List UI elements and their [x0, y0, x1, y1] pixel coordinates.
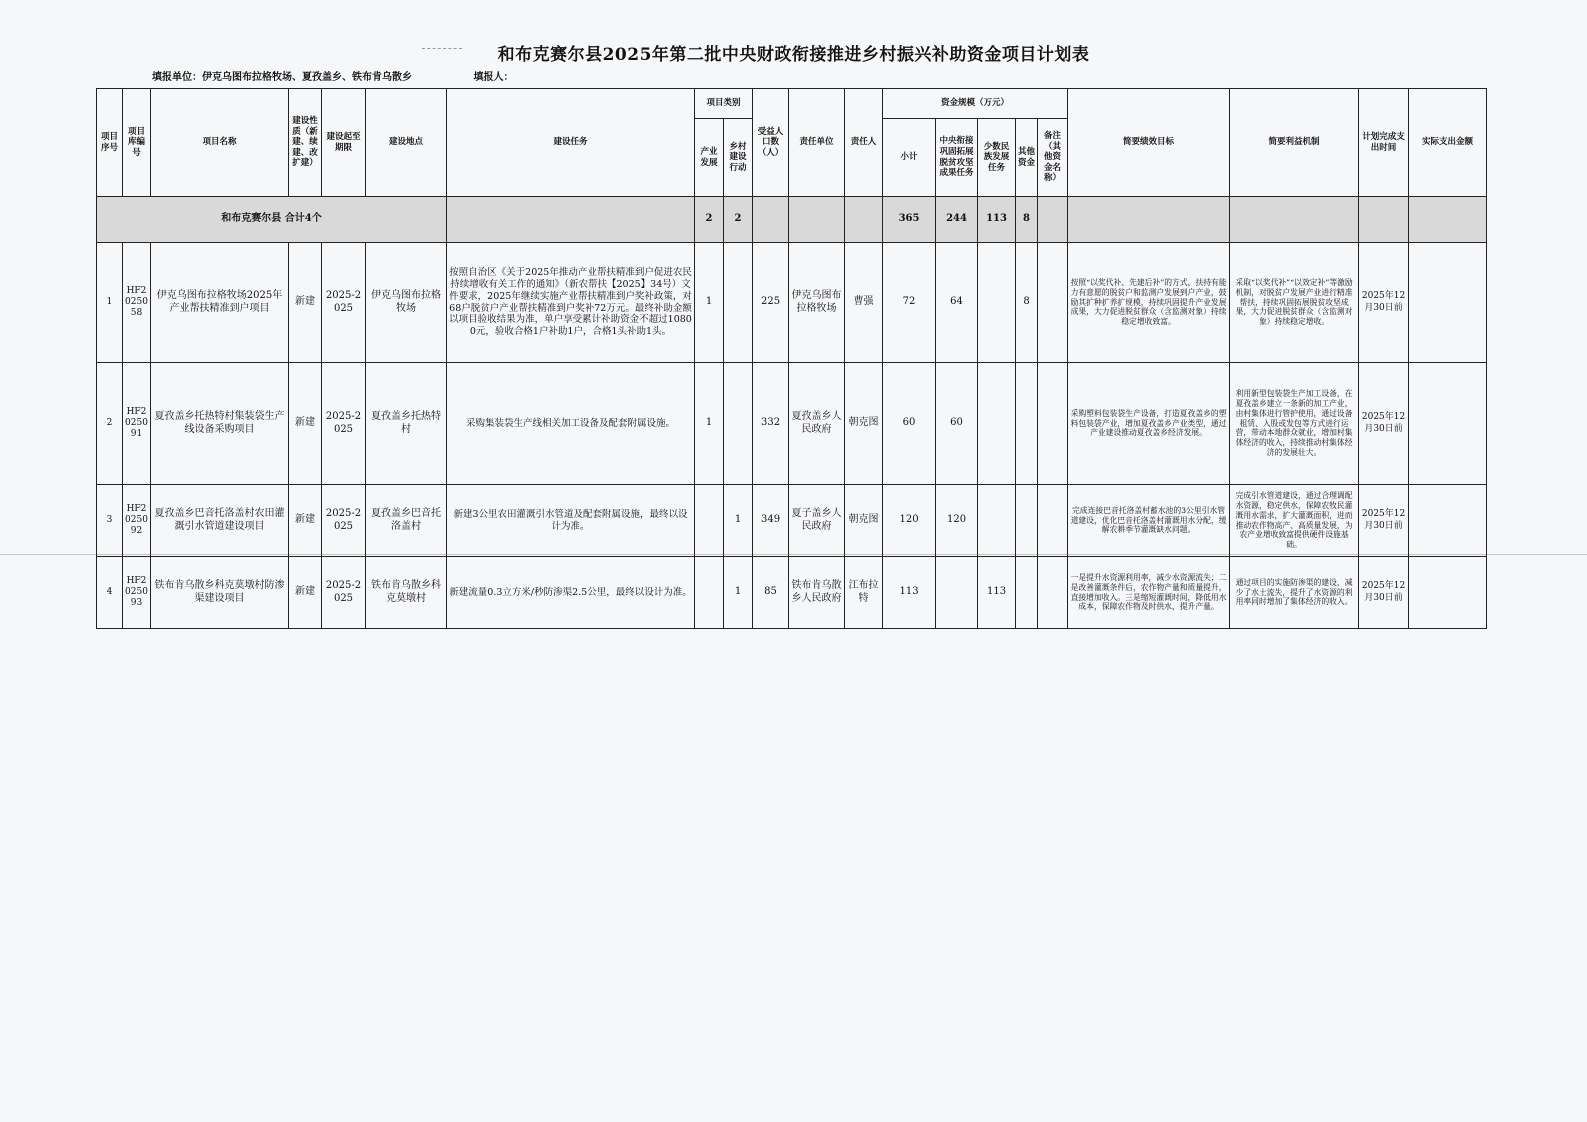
cell-actual [1409, 485, 1487, 557]
cell-benefit: 完成引水管道建设，通过合理调配水资源，稳定供水，保障农牧民灌溉用水需求，扩大灌溉面积，进而推动农作物高产、高质量发展，为农产业增收致富提供硬件设施基础。 [1230, 485, 1359, 557]
cell-benefit: 采取“以奖代补”“以效定补”等激励机制，对脱贫户发展产业进行精准帮扶，持续巩固拓展脱贫攻坚成果，大力促进脱贫群众（含监测对象）持续稳定增收。 [1230, 243, 1359, 363]
cell-central: 60 [936, 363, 978, 485]
cell-person: 曹强 [845, 243, 883, 363]
header-cat-village: 乡村建设行动 [724, 119, 753, 197]
summary-remark [1038, 197, 1068, 243]
cell-subtotal: 113 [883, 557, 936, 629]
summary-other: 8 [1016, 197, 1038, 243]
table-row [97, 363, 1487, 485]
header-plan-time: 计划完成支出时间 [1359, 89, 1409, 197]
summary-row [97, 197, 1487, 243]
header-seq: 项目序号 [97, 89, 123, 197]
summary-task [447, 197, 695, 243]
cell-seq: 1 [97, 243, 123, 363]
cell-unit: 夏孜盖乡人民政府 [789, 363, 845, 485]
cell-central: 64 [936, 243, 978, 363]
summary-benefit [1230, 197, 1359, 243]
cell-remark [1038, 485, 1068, 557]
cell-industry: 1 [695, 363, 724, 485]
header-goal: 简要绩效目标 [1068, 89, 1230, 197]
cell-other [1016, 557, 1038, 629]
cell-goal: 按照“以奖代补、先建后补”的方式，扶持有能力有意愿的脱贫户和监测户发展到户产业，鼓励其扩种扩养扩规模，持续巩固提升产业发展成果，大力促进脱贫群众（含监测对象）持续稳定增收致富。 [1068, 243, 1230, 363]
cell-task: 采购集装袋生产线相关加工设备及配套附属设施。 [447, 363, 695, 485]
table-row [97, 485, 1487, 557]
filler-unit: 填报单位：伊克乌图布拉格牧场、夏孜盖乡、铁布肯乌散乡 [152, 72, 412, 83]
summary-person [845, 197, 883, 243]
cell-minority [978, 485, 1016, 557]
cell-seq: 3 [97, 485, 123, 557]
cell-plan-time: 2025年12月30日前 [1359, 363, 1409, 485]
cell-unit: 伊克乌图布拉格牧场 [789, 243, 845, 363]
cell-location: 伊克乌图布拉格牧场 [366, 243, 447, 363]
cell-goal: 采购塑料包装袋生产设备，打造夏孜盖乡的塑料包装袋产业，增加夏孜盖乡产业类型，通过产业建设推动夏孜盖乡经济发展。 [1068, 363, 1230, 485]
summary-village: 2 [724, 197, 753, 243]
cell-beneficiaries: 225 [753, 243, 789, 363]
summary-beneficiaries [753, 197, 789, 243]
header-beneficiaries: 受益人口数（人） [753, 89, 789, 197]
cell-location: 夏孜盖乡托热特村 [366, 363, 447, 485]
summary-goal [1068, 197, 1230, 243]
cell-other [1016, 363, 1038, 485]
header-remark: 备注（其他资金名称） [1038, 119, 1068, 197]
cell-period: 2025-2025 [322, 485, 366, 557]
summary-subtotal: 365 [883, 197, 936, 243]
cell-nature: 新建 [289, 485, 322, 557]
header-central: 中央衔接巩固拓展脱贫攻坚成果任务 [936, 119, 978, 197]
header-nature: 建设性质（新建、续建、改扩建） [289, 89, 322, 197]
cell-village [724, 243, 753, 363]
cell-code: HF2025058 [123, 243, 151, 363]
header-actual: 实际支出金额 [1409, 89, 1487, 197]
summary-plan-time [1359, 197, 1409, 243]
cell-actual [1409, 363, 1487, 485]
cell-unit: 铁布肯乌散乡人民政府 [789, 557, 845, 629]
cell-nature: 新建 [289, 557, 322, 629]
cell-beneficiaries: 349 [753, 485, 789, 557]
cell-person: 朝克图 [845, 485, 883, 557]
table-row [97, 243, 1487, 363]
header-period: 建设起至期限 [322, 89, 366, 197]
header-category: 项目类别 [695, 89, 753, 119]
cell-village: 1 [724, 557, 753, 629]
cell-benefit: 利用新型包装袋生产加工设备，在夏孜盖乡建立一条新的加工产业，由村集体进行管护使用，通过设备租赁、入股或发包等方式进行运营，带动本地群众就业，增加村集体经济的收入，持续推动村集体经济的发展壮大。 [1230, 363, 1359, 485]
cell-remark [1038, 243, 1068, 363]
header-minority: 少数民族发展任务 [978, 119, 1016, 197]
cell-plan-time: 2025年12月30日前 [1359, 243, 1409, 363]
cell-location: 夏孜盖乡巴音托洛盖村 [366, 485, 447, 557]
cell-industry: 1 [695, 243, 724, 363]
cell-goal: 一是提升水资源利用率，减少水资源流失；二是改善灌溉条件后，农作物产量和质量提升，直接增加收入。三是缩短灌溉时间，降低用水成本，保障农作物及时供水，提升产量。 [1068, 557, 1230, 629]
cell-remark [1038, 363, 1068, 485]
cell-code: HF2025093 [123, 557, 151, 629]
project-plan-table [96, 88, 1487, 629]
cell-seq: 4 [97, 557, 123, 629]
header-unit: 责任单位 [789, 89, 845, 197]
cell-period: 2025-2025 [322, 243, 366, 363]
cell-minority [978, 363, 1016, 485]
cell-task: 新建流量0.3立方米/秒防渗渠2.5公里，最终以设计为准。 [447, 557, 695, 629]
cell-name: 夏孜盖乡巴音托洛盖村农田灌溉引水管道建设项目 [151, 485, 289, 557]
cell-actual [1409, 557, 1487, 629]
table-row [97, 557, 1487, 629]
header-funds: 资金规模（万元） [883, 89, 1068, 119]
cell-subtotal: 72 [883, 243, 936, 363]
header-location: 建设地点 [366, 89, 447, 197]
cell-name: 铁布肯乌散乡科克莫墩村防渗渠建设项目 [151, 557, 289, 629]
summary-unit [789, 197, 845, 243]
cell-benefit: 通过项目的实施防渗渠的建设，减少了水土流失，提升了水资源的利用率同时增加了集体经济的收入。 [1230, 557, 1359, 629]
cell-period: 2025-2025 [322, 557, 366, 629]
cell-industry [695, 557, 724, 629]
cell-goal: 完成连接巴音托洛盖村蓄水池的3公里引水管道建设，优化巴音托洛盖村灌溉用水分配，缓解农耕季节灌溉缺水问题。 [1068, 485, 1230, 557]
header-other: 其他资金 [1016, 119, 1038, 197]
cell-person: 朝克图 [845, 363, 883, 485]
cell-actual [1409, 243, 1487, 363]
cell-minority [978, 243, 1016, 363]
page-title: 和布克赛尔县2025年第二批中央财政衔接推进乡村振兴补助资金项目计划表 [497, 45, 1090, 65]
summary-central: 244 [936, 197, 978, 243]
header-name: 项目名称 [151, 89, 289, 197]
cell-beneficiaries: 332 [753, 363, 789, 485]
cell-remark [1038, 557, 1068, 629]
cell-village: 1 [724, 485, 753, 557]
cell-other [1016, 485, 1038, 557]
header-person: 责任人 [845, 89, 883, 197]
cell-code: HF2025092 [123, 485, 151, 557]
summary-minority: 113 [978, 197, 1016, 243]
cell-nature: 新建 [289, 243, 322, 363]
header-subtotal: 小计 [883, 119, 936, 197]
cell-plan-time: 2025年12月30日前 [1359, 557, 1409, 629]
cell-other: 8 [1016, 243, 1038, 363]
cell-unit: 夏子盖乡人民政府 [789, 485, 845, 557]
cell-task: 新建3公里农田灌溉引水管道及配套附属设施，最终以设计为准。 [447, 485, 695, 557]
header-row-1 [97, 89, 1487, 119]
cell-person: 江布拉特 [845, 557, 883, 629]
filler-person: 填报人： [473, 72, 514, 83]
cell-village [724, 363, 753, 485]
header-task: 建设任务 [447, 89, 695, 197]
cell-nature: 新建 [289, 363, 322, 485]
cell-period: 2025-2025 [322, 363, 366, 485]
cell-beneficiaries: 85 [753, 557, 789, 629]
cell-industry [695, 485, 724, 557]
cell-plan-time: 2025年12月30日前 [1359, 485, 1409, 557]
cell-subtotal: 120 [883, 485, 936, 557]
cell-code: HF2025091 [123, 363, 151, 485]
header-cat-industry: 产业发展 [695, 119, 724, 197]
filler-info [152, 68, 513, 83]
summary-label: 和布克赛尔县 合计4个 [97, 197, 447, 243]
cell-subtotal: 60 [883, 363, 936, 485]
cell-minority: 113 [978, 557, 1016, 629]
summary-actual [1409, 197, 1487, 243]
cell-name: 夏孜盖乡托热特村集装袋生产线设备采购项目 [151, 363, 289, 485]
header-benefit: 简要利益机制 [1230, 89, 1359, 197]
cell-name: 伊克乌图布拉格牧场2025年产业帮扶精准到户项目 [151, 243, 289, 363]
cell-central: 120 [936, 485, 978, 557]
cell-location: 铁布肯乌散乡科克莫墩村 [366, 557, 447, 629]
header-code: 项目库编号 [123, 89, 151, 197]
cell-seq: 2 [97, 363, 123, 485]
cell-central [936, 557, 978, 629]
summary-industry: 2 [695, 197, 724, 243]
cell-task: 按照自治区《关于2025年推动产业帮扶精准到户促进农民持续增收有关工作的通知》（新农帮扶【2025】34号）文件要求，2025年继续实施产业帮扶精准到户奖补政策，对68户脱贫户产业帮扶精准到户奖补72万元。最终补助金额以项目验收结果为准，单户享受累计补助资金不超过10800元，验收合格1户补助1户，合格1头补助1头。 [447, 243, 695, 363]
